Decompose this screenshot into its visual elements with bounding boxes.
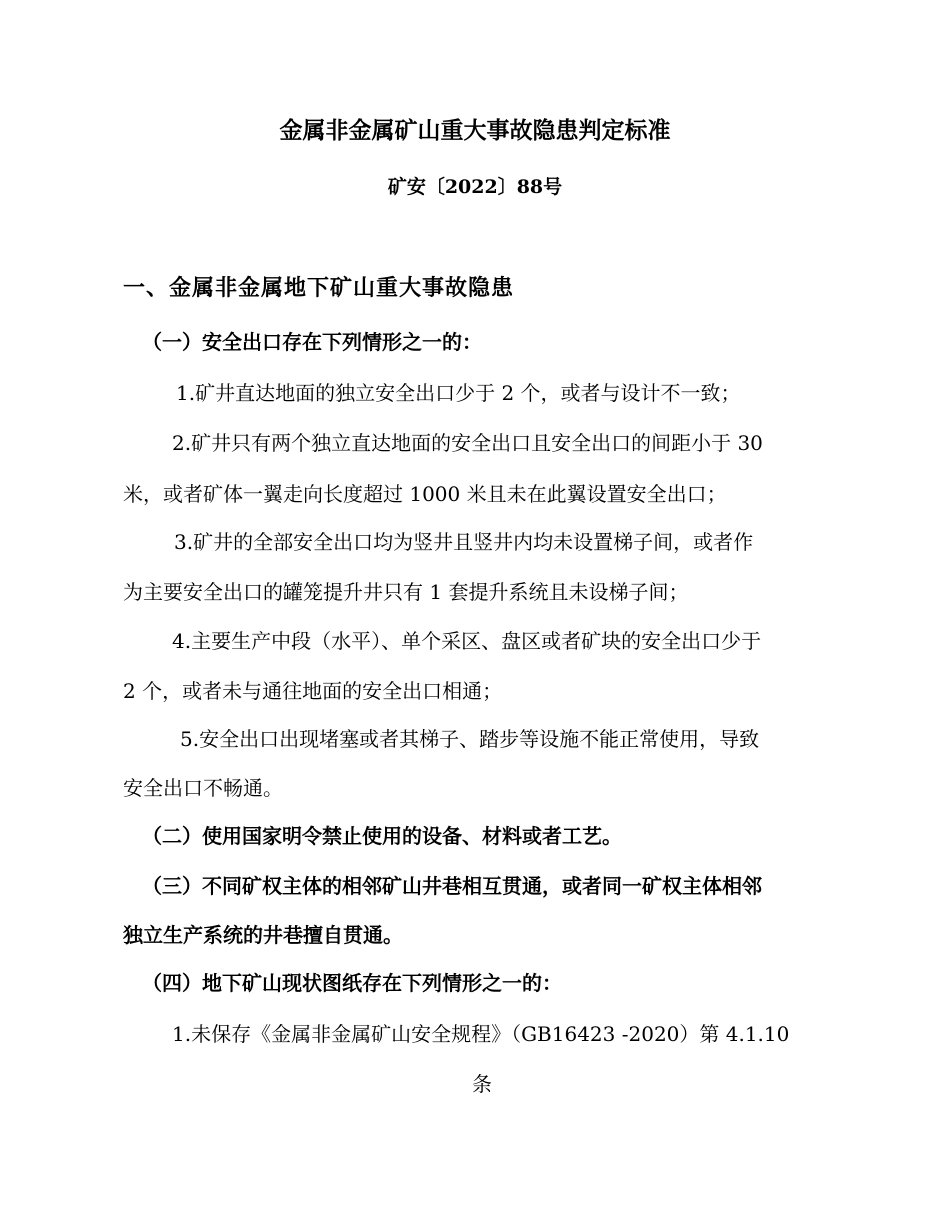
paragraph-line: 5.安全出口出现堵塞或者其梯子、踏步等设施不能正常使用，导致 — [180, 727, 760, 751]
subsection-heading-1: （一）安全出口存在下列情形之一的： — [142, 330, 482, 354]
section-heading-1: 一、金属非金属地下矿山重大事故隐患 — [123, 275, 515, 301]
document-number: 矿安〔2022〕88号 — [387, 176, 563, 198]
paragraph-line: 1.矿井直达地面的独立安全出口少于 2 个，或者与设计不一致； — [176, 381, 741, 405]
subsection-heading-3: （三）不同矿权主体的相邻矿山井巷相互贯通，或者同一矿权主体相邻 — [142, 874, 762, 898]
paragraph-line: 条 — [472, 1072, 492, 1096]
paragraph-line: 4.主要生产中段（水平）、单个采区、盘区或者矿块的安全出口少于 — [172, 629, 762, 653]
document-title: 金属非金属矿山重大事故隐患判定标准 — [279, 117, 671, 144]
paragraph-line: 2 个，或者未与通往地面的安全出口相通； — [123, 679, 503, 703]
paragraph-line: 3.矿井的全部安全出口均为竖井且竖井内均未设置梯子间，或者作 — [174, 530, 754, 554]
paragraph-line: 为主要安全出口的罐笼提升井只有 1 套提升系统且未设梯子间； — [123, 580, 689, 604]
subsection-heading-4: （四）地下矿山现状图纸存在下列情形之一的： — [142, 971, 562, 995]
subsection-heading-2: （二）使用国家明令禁止使用的设备、材料或者工艺。 — [142, 824, 622, 848]
paragraph-line: 米，或者矿体一翼走向长度超过 1000 米且未在此翼设置安全出口； — [123, 482, 727, 506]
paragraph-line: 2.矿井只有两个独立直达地面的安全出口且安全出口的间距小于 30 — [172, 431, 763, 455]
paragraph-line: 1.未保存《金属非金属矿山安全规程》（GB16423 -2020）第 4.1.10 — [172, 1022, 790, 1046]
paragraph-line: 安全出口不畅通。 — [123, 776, 283, 800]
subsection-heading-3-continued: 独立生产系统的井巷擅自贯通。 — [123, 923, 403, 947]
